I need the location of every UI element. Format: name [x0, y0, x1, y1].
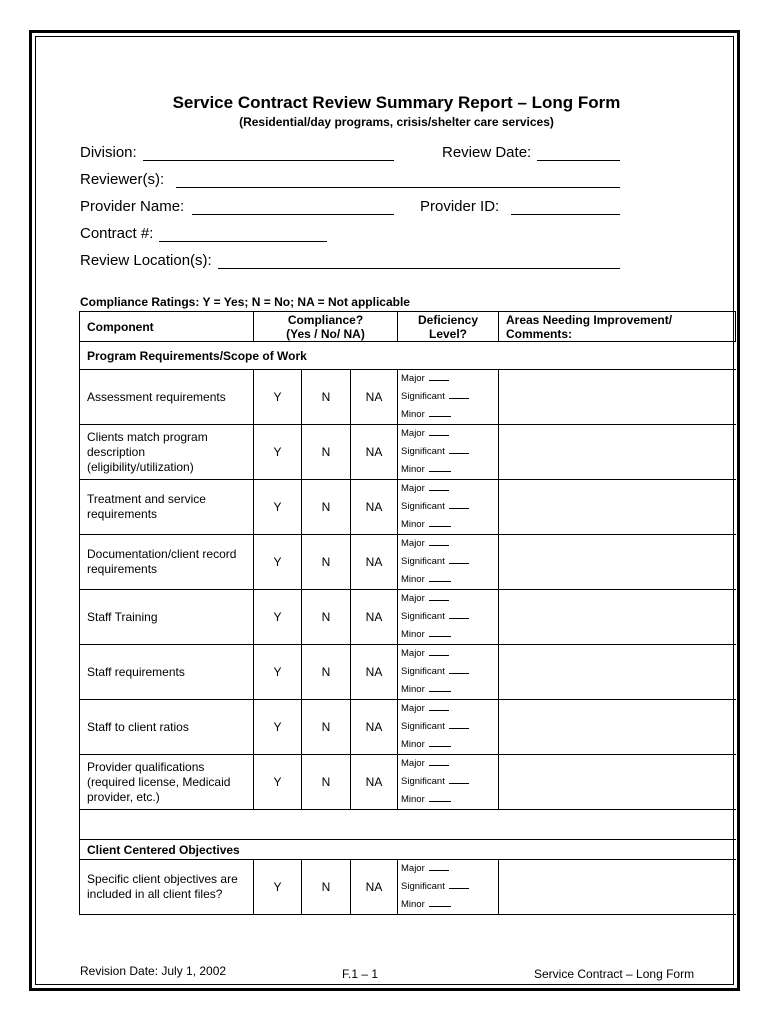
provider-id-field[interactable]	[511, 214, 620, 215]
minor-level-blank[interactable]	[429, 791, 451, 802]
table-header-row	[80, 312, 736, 342]
table-row	[80, 755, 736, 810]
minor-level-blank[interactable]	[429, 516, 451, 527]
minor-level[interactable]: Minor	[401, 681, 498, 699]
significant-level-blank[interactable]	[449, 443, 469, 454]
table-row	[80, 860, 736, 915]
comments-cell[interactable]	[499, 860, 736, 915]
major-level-blank[interactable]	[429, 590, 449, 601]
minor-level[interactable]: Minor	[401, 736, 498, 754]
major-level[interactable]: Major	[401, 480, 498, 498]
minor-level-blank[interactable]	[429, 461, 451, 472]
provider-name-label: Provider Name:	[80, 198, 185, 215]
major-level[interactable]: Major	[401, 590, 498, 608]
component-text: Treatment and service	[87, 492, 206, 506]
rating-y-option[interactable]: Y	[254, 370, 302, 425]
component-cell	[80, 645, 254, 700]
minor-level-blank[interactable]	[429, 626, 451, 637]
significant-level[interactable]: Significant	[401, 388, 498, 406]
minor-level-blank[interactable]	[429, 406, 451, 417]
component-cell	[80, 370, 254, 425]
rating-n-option[interactable]: N	[302, 425, 351, 480]
rating-na-option[interactable]: NA	[351, 590, 398, 645]
deficiency-cell	[398, 755, 499, 810]
significant-level[interactable]: Significant	[401, 608, 498, 626]
component-text: description	[87, 444, 146, 459]
page-number: F.1 – 1	[342, 967, 379, 981]
major-level[interactable]: Major	[401, 700, 498, 718]
contract-label: Contract #:	[80, 225, 154, 242]
major-level-blank[interactable]	[429, 535, 449, 546]
rating-n-option[interactable]: N	[302, 755, 351, 810]
significant-level[interactable]: Significant	[401, 553, 498, 571]
minor-level[interactable]: Minor	[401, 626, 498, 644]
deficiency-cell	[398, 860, 499, 915]
rating-y-option[interactable]: Y	[254, 480, 302, 535]
table-row	[80, 425, 736, 480]
component-text: (eligibility/utilization)	[87, 459, 194, 474]
table-row	[80, 370, 736, 425]
component-cell	[80, 425, 254, 480]
rating-na-option[interactable]: NA	[351, 480, 398, 535]
significant-level[interactable]: Significant	[401, 718, 498, 736]
significant-level-blank[interactable]	[449, 608, 469, 619]
deficiency-cell	[398, 700, 499, 755]
table-row	[80, 700, 736, 755]
major-level[interactable]: Major	[401, 535, 498, 553]
significant-level-blank[interactable]	[449, 553, 469, 564]
component-cell	[80, 535, 254, 590]
comments-cell[interactable]	[499, 700, 736, 755]
rating-n-option[interactable]: N	[302, 645, 351, 700]
reviewers-field[interactable]	[176, 187, 620, 188]
deficiency-cell	[398, 590, 499, 645]
minor-level-blank[interactable]	[429, 736, 451, 747]
significant-level-blank[interactable]	[449, 498, 469, 509]
major-level-blank[interactable]	[429, 700, 449, 711]
compliance-header: Compliance? (Yes / No/ NA)	[254, 312, 398, 342]
minor-level[interactable]: Minor	[401, 461, 498, 479]
deficiency-cell	[398, 480, 499, 535]
component-text: (required license, Medicaid	[87, 774, 231, 789]
major-level[interactable]: Major	[401, 370, 498, 388]
review-location-label: Review Location(s):	[80, 252, 212, 269]
rating-n-option[interactable]: N	[302, 480, 351, 535]
spacer-cell	[80, 810, 736, 840]
form-name: Service Contract – Long Form	[534, 967, 695, 981]
section-title: Program Requirements/Scope of Work	[80, 342, 736, 370]
comments-cell[interactable]	[499, 590, 736, 645]
significant-level-blank[interactable]	[449, 773, 469, 784]
rating-y-option[interactable]: Y	[254, 755, 302, 810]
comments-cell[interactable]	[499, 480, 736, 535]
provider-name-field[interactable]	[192, 214, 394, 215]
major-level[interactable]: Major	[401, 755, 498, 773]
rating-y-option[interactable]: Y	[254, 700, 302, 755]
minor-level[interactable]: Minor	[401, 896, 498, 914]
significant-level-blank[interactable]	[449, 388, 469, 399]
component-header: Component	[80, 312, 254, 342]
component-text: requirements	[87, 507, 158, 521]
rating-na-option[interactable]: NA	[351, 370, 398, 425]
minor-level-blank[interactable]	[429, 896, 451, 907]
compliance-table	[79, 311, 736, 915]
rating-n-option[interactable]: N	[302, 370, 351, 425]
major-level[interactable]: Major	[401, 645, 498, 663]
component-text: Staff Training	[87, 609, 158, 624]
compliance-ratings-legend: Compliance Ratings: Y = Yes; N = No; NA = Not applicable	[80, 295, 410, 309]
minor-level-blank[interactable]	[429, 571, 451, 582]
rating-y-option[interactable]: Y	[254, 860, 302, 915]
minor-level-blank[interactable]	[429, 681, 451, 692]
rating-n-option[interactable]: N	[302, 860, 351, 915]
component-text: Assessment requirements	[87, 389, 226, 404]
deficiency-cell	[398, 370, 499, 425]
review-date-label: Review Date:	[442, 144, 532, 161]
component-text: Provider qualifications	[87, 759, 205, 774]
comments-cell[interactable]	[499, 755, 736, 810]
minor-level[interactable]: Minor	[401, 571, 498, 589]
contract-field[interactable]	[159, 241, 327, 242]
minor-level[interactable]: Minor	[401, 406, 498, 424]
comments-header: Areas Needing Improvement/ Comments:	[499, 312, 736, 342]
component-cell	[80, 480, 254, 535]
major-level-blank[interactable]	[429, 370, 449, 381]
review-date-field[interactable]	[537, 160, 620, 161]
component-cell	[80, 700, 254, 755]
significant-level[interactable]: Significant	[401, 663, 498, 681]
table-row	[80, 480, 736, 535]
significant-level[interactable]: Significant	[401, 878, 498, 896]
comments-cell[interactable]	[499, 645, 736, 700]
rating-na-option[interactable]: NA	[351, 860, 398, 915]
minor-level[interactable]: Minor	[401, 516, 498, 534]
provider-id-label: Provider ID:	[420, 198, 500, 215]
component-text: Clients match program	[87, 429, 208, 444]
significant-level[interactable]: Significant	[401, 773, 498, 791]
component-text: Staff to client ratios	[87, 719, 189, 734]
significant-level-blank[interactable]	[449, 718, 469, 729]
rating-na-option[interactable]: NA	[351, 535, 398, 590]
rating-n-option[interactable]: N	[302, 590, 351, 645]
deficiency-header: Deficiency Level?	[398, 312, 499, 342]
major-level-blank[interactable]	[429, 860, 449, 871]
component-text: provider, etc.)	[87, 789, 160, 804]
major-level[interactable]: Major	[401, 860, 498, 878]
major-level-blank[interactable]	[429, 755, 449, 766]
significant-level-blank[interactable]	[449, 663, 469, 674]
rating-na-option[interactable]: NA	[351, 700, 398, 755]
component-cell	[80, 755, 254, 810]
section-title: Client Centered Objectives	[80, 840, 736, 860]
comments-cell[interactable]	[499, 370, 736, 425]
rating-y-option[interactable]: Y	[254, 590, 302, 645]
component-cell	[80, 590, 254, 645]
component-text: requirements	[87, 562, 158, 576]
revision-date: Revision Date: July 1, 2002	[80, 964, 227, 978]
rating-y-option[interactable]: Y	[254, 425, 302, 480]
significant-level-blank[interactable]	[449, 878, 469, 889]
deficiency-cell	[398, 645, 499, 700]
major-level[interactable]: Major	[401, 425, 498, 443]
component-cell	[80, 860, 254, 915]
review-location-field[interactable]	[218, 268, 620, 269]
minor-level[interactable]: Minor	[401, 791, 498, 809]
page-title: Service Contract Review Summary Report – Long Form	[172, 93, 621, 112]
rating-n-option[interactable]: N	[302, 700, 351, 755]
major-level-blank[interactable]	[429, 480, 449, 491]
section-header-row	[80, 342, 736, 370]
component-text: Specific client objectives are	[87, 872, 238, 886]
major-level-blank[interactable]	[429, 645, 449, 656]
major-level-blank[interactable]	[429, 425, 449, 436]
comments-cell[interactable]	[499, 535, 736, 590]
component-text: Staff requirements	[87, 664, 185, 679]
division-field[interactable]	[143, 160, 394, 161]
rating-n-option[interactable]: N	[302, 535, 351, 590]
reviewers-label: Reviewer(s):	[80, 171, 165, 188]
rating-y-option[interactable]: Y	[254, 535, 302, 590]
significant-level[interactable]: Significant	[401, 498, 498, 516]
rating-na-option[interactable]: NA	[351, 425, 398, 480]
rating-y-option[interactable]: Y	[254, 645, 302, 700]
comments-cell[interactable]	[499, 425, 736, 480]
component-text: included in all client files?	[87, 887, 223, 901]
rating-na-option[interactable]: NA	[351, 645, 398, 700]
component-text: Documentation/client record	[87, 547, 237, 561]
table-row	[80, 645, 736, 700]
table-row	[80, 590, 736, 645]
rating-na-option[interactable]: NA	[351, 755, 398, 810]
table-row	[80, 535, 736, 590]
deficiency-cell	[398, 425, 499, 480]
deficiency-cell	[398, 535, 499, 590]
section-header-row	[80, 840, 736, 860]
division-label: Division:	[80, 144, 137, 161]
spacer-row	[80, 810, 736, 840]
significant-level[interactable]: Significant	[401, 443, 498, 461]
page-subtitle: (Residential/day programs, crisis/shelter care services)	[239, 115, 554, 129]
